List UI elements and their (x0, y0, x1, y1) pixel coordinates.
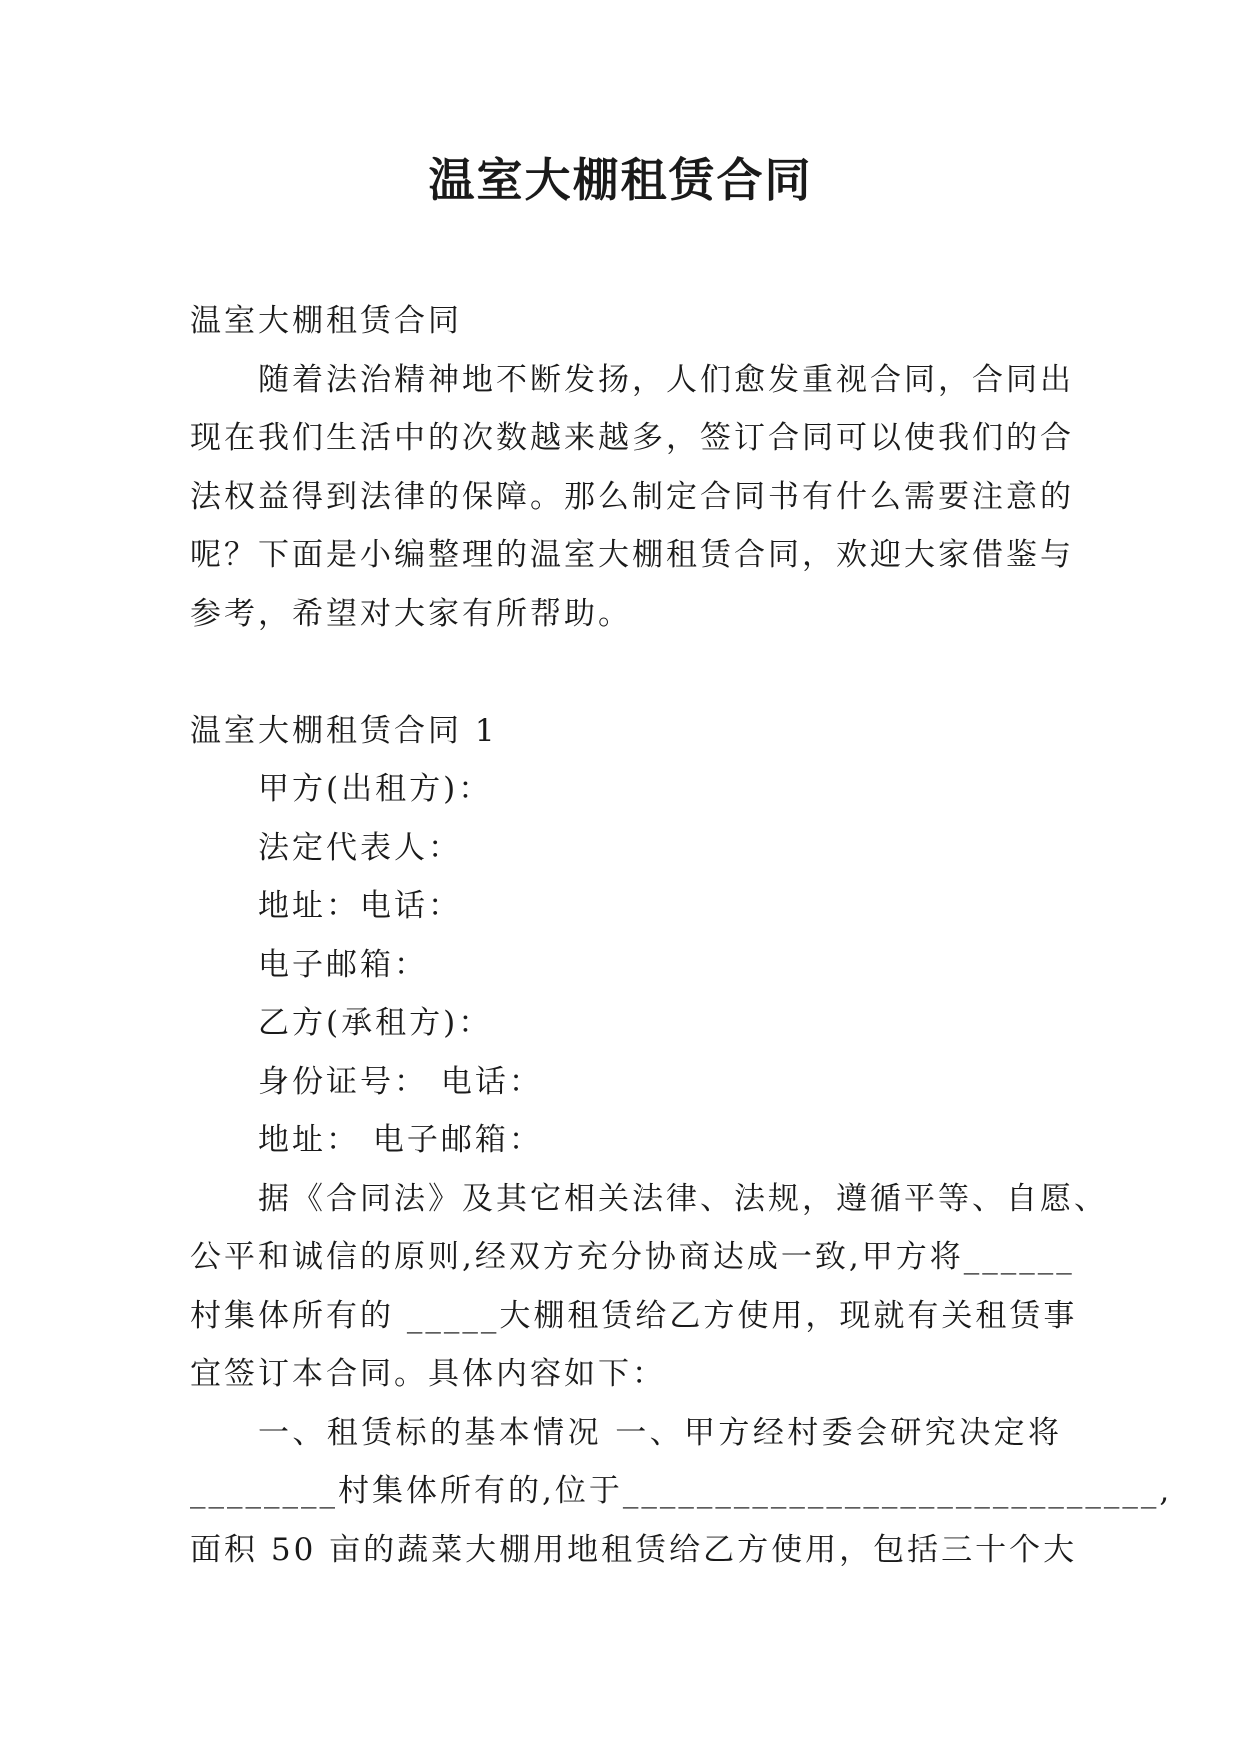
party-b-line: 乙方(承租方)： (258, 1005, 493, 1041)
intro-paragraph-line: 随着法治精神地不断发扬，人们愈发重视合同，合同出 (258, 361, 1074, 398)
intro-paragraph-line: 参考，希望对大家有所帮助。 (190, 595, 632, 632)
basis-paragraph-line: 公平和诚信的原则,经双方充分协商达成一致,甲方将______ (190, 1239, 1075, 1275)
email-line: 电子邮箱： (258, 946, 428, 983)
contract-heading: 温室大棚租赁合同 1 (190, 712, 498, 749)
document-title: 温室大棚租赁合同 (428, 153, 813, 207)
basis-paragraph-line: 宜签订本合同。具体内容如下： (190, 1356, 666, 1392)
party-a-line: 甲方(出租方)： (258, 771, 493, 807)
document-body (190, 292, 1173, 1579)
address-phone-line: 地址：电话： (258, 888, 462, 924)
intro-paragraph-line: 法权益得到法律的保障。那么制定合同书有什么需要注意的 (190, 478, 1074, 515)
intro-paragraph-line: 呢？下面是小编整理的温室大棚租赁合同，欢迎大家借鉴与 (190, 537, 1074, 573)
section-one-line: 一、租赁标的基本情况 一、甲方经村委会研究决定将 (258, 1414, 1062, 1451)
legal-representative-line: 法定代表人： (258, 829, 462, 866)
intro-heading: 温室大棚租赁合同 (190, 303, 462, 339)
basis-paragraph-line: 村集体所有的 _____大棚租赁给乙方使用，现就有关租赁事 (190, 1297, 1078, 1334)
section-one-line: 面积 50 亩的蔬菜大棚用地租赁给乙方使用，包括三十个大 (190, 1531, 1078, 1568)
id-phone-line: 身份证号： 电话： (258, 1063, 543, 1100)
section-spacer (190, 643, 1062, 702)
intro-paragraph-line: 现在我们生活中的次数越来越多，签订合同可以使我们的合 (190, 420, 1074, 456)
basis-paragraph-line: 据《合同法》及其它相关法律、法规，遵循平等、自愿、 (258, 1180, 1108, 1217)
section-one-line: ________村集体所有的,位于_____________________________, (190, 1473, 1173, 1509)
address-email-line: 地址： 电子邮箱： (258, 1122, 543, 1158)
